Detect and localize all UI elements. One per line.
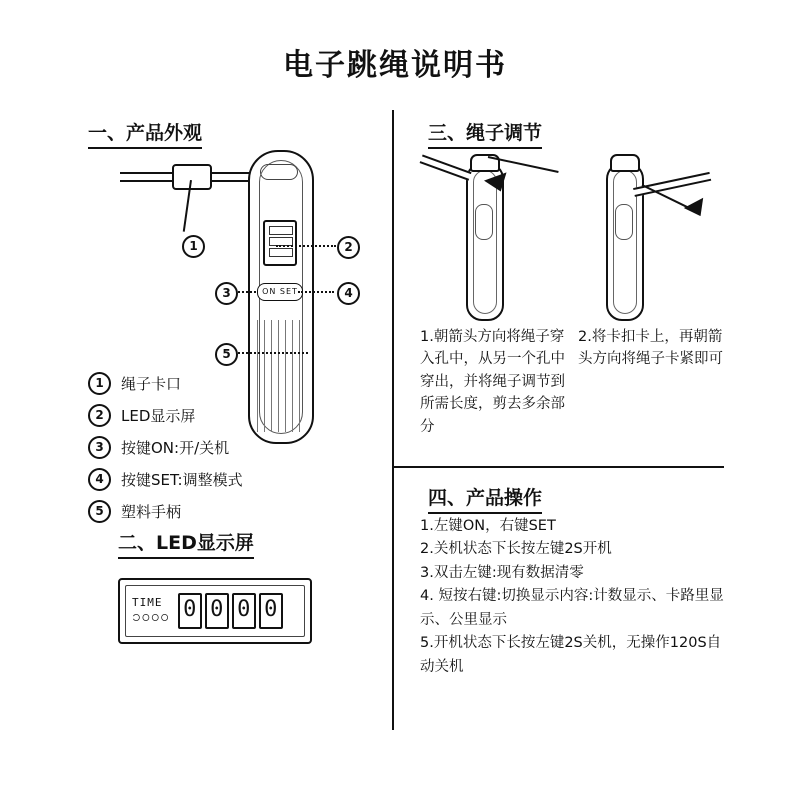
callout-leader-4 [298, 291, 334, 294]
callout-number-2: 2 [337, 236, 360, 259]
list-item: 1.左键ON，右键SET [420, 518, 556, 534]
led-digit: 0 [232, 593, 256, 629]
callout-leader-5 [238, 352, 308, 355]
legend-label: LED显示屏 [121, 407, 196, 425]
step-number: 2. [578, 329, 592, 345]
legend-label: 按键ON:开/关机 [121, 439, 230, 457]
list-item [88, 500, 378, 523]
legend-bullet: 4 [88, 468, 111, 491]
led-label-time: TIME [132, 596, 163, 610]
list-item: 4. 短按右键:切换显示内容:计数显示、卡路里显示、公里显示 [420, 588, 724, 628]
section-heading-rope-adjust: 三、绳子调节 [428, 118, 542, 149]
rope-adjust-step-1 [420, 326, 570, 438]
handle-oval-detail [615, 204, 633, 240]
handle-oval-detail [475, 204, 493, 240]
list-item: 3.双击左键:现有数据清零 [420, 564, 584, 581]
led-digit: 0 [178, 593, 202, 629]
callout-number-4: 4 [337, 282, 360, 305]
legend-label: 塑料手柄 [121, 503, 182, 521]
rope-line [420, 154, 472, 180]
legend-label: 绳子卡口 [121, 375, 182, 393]
rope-adjust-figure-1 [430, 150, 580, 310]
led-display-diagram [118, 578, 312, 644]
page-title: 电子跳绳说明书 [283, 48, 507, 83]
section-heading-led: 二、LED显示屏 [118, 528, 254, 559]
step-number: 1. [420, 329, 434, 345]
legend-bullet: 1 [88, 372, 111, 395]
legend-label: 按键SET:调整模式 [121, 471, 243, 489]
list-item [88, 468, 378, 491]
rope-clip-cap [610, 154, 640, 172]
step-text: 将卡扣卡上，再朝箭头方向将绳子卡紧即可 [578, 329, 723, 368]
list-item [88, 372, 378, 395]
operation-list [420, 515, 730, 679]
led-digit: 0 [205, 593, 229, 629]
section-heading-appearance: 一、产品外观 [88, 118, 202, 149]
callout-number-1: 1 [182, 235, 205, 258]
callout-number-3: 3 [215, 282, 238, 305]
legend-list [88, 372, 378, 532]
callout-leader-2 [276, 245, 336, 248]
list-item [88, 404, 378, 427]
section-heading-operation: 四、产品操作 [428, 483, 542, 514]
legend-bullet: 2 [88, 404, 111, 427]
list-item: 2.关机状态下长按左键2S开机 [420, 541, 612, 558]
led-label-secondary: ၁ဝဝဝ [132, 606, 170, 625]
list-item: 5.开机状态下长按左键2S关机，无操作120S自动关机 [420, 635, 722, 675]
led-digit: 0 [259, 593, 283, 629]
handle-top-ridge [260, 164, 298, 180]
rope-adjust-step-2 [578, 326, 728, 371]
callout-leader-3 [238, 291, 256, 294]
button-row-shape: ON SET [257, 283, 303, 301]
led-digit-group [178, 593, 283, 629]
horizontal-divider [394, 466, 724, 468]
rope-adjust-figure-2 [570, 150, 720, 310]
callout-number-5: 5 [215, 343, 238, 366]
vertical-divider [392, 110, 394, 730]
legend-bullet: 5 [88, 500, 111, 523]
led-screen-shape [263, 220, 297, 266]
rope-clip-shape [172, 164, 212, 190]
legend-bullet: 3 [88, 436, 111, 459]
direction-arrow-head [684, 198, 710, 222]
step-text: 朝箭头方向将绳子穿入孔中，从另一个孔中穿出，并将绳子调节到所需长度，剪去多余部分 [420, 329, 565, 435]
list-item [88, 436, 378, 459]
